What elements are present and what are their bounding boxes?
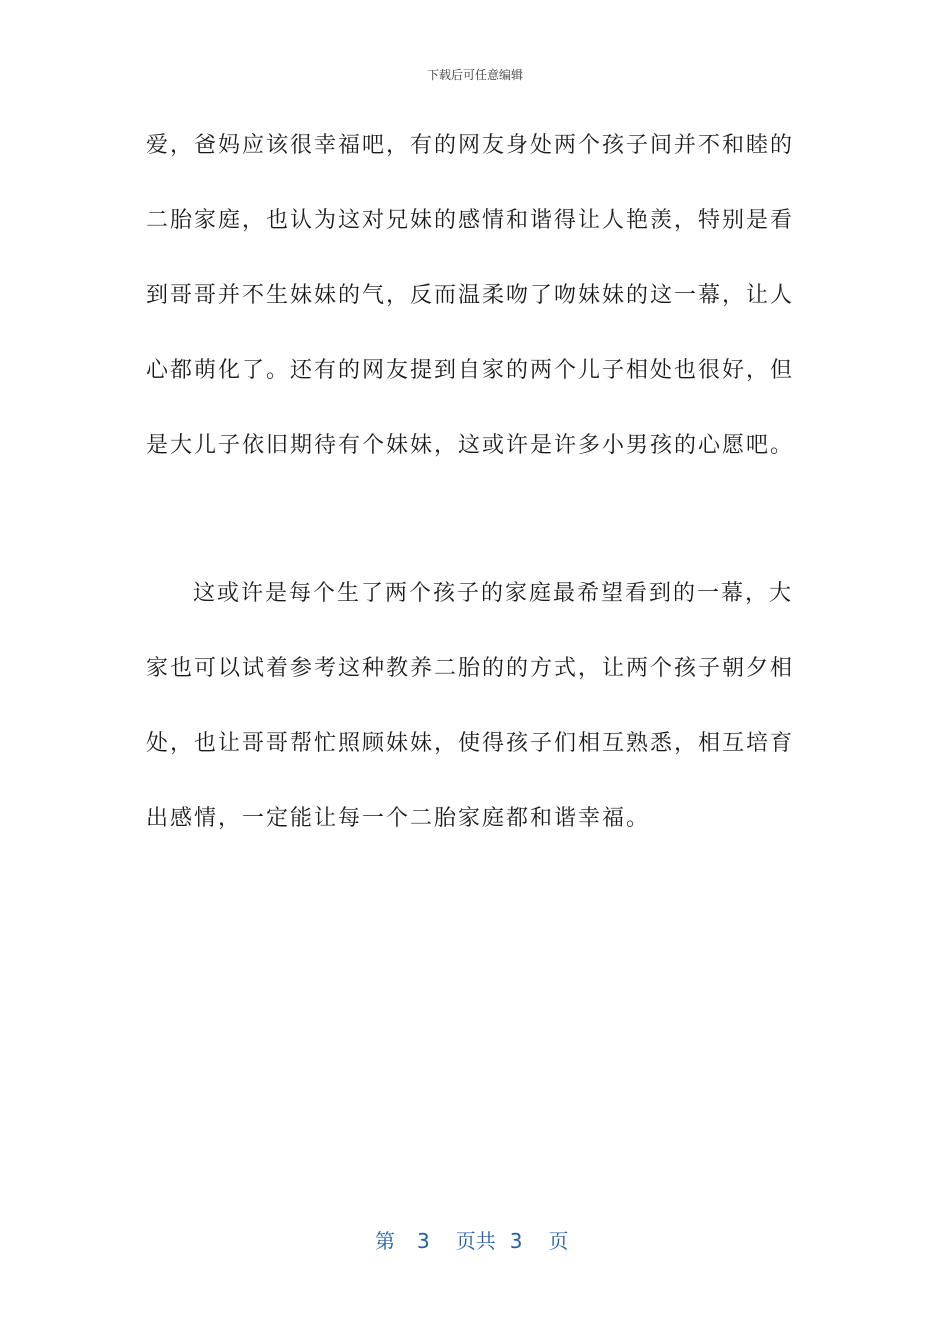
page-header: 下载后可任意编辑 (426, 68, 523, 82)
current-page-number: 3 (417, 1229, 430, 1253)
paragraph-line: 到哥哥并不生妹妹的气，反而温柔吻了吻妹妹的这一幕，让人 (146, 283, 795, 308)
paragraph-line: 处，也让哥哥帮忙照顾妹妹，使得孩子们相互熟悉，相互培育 (146, 731, 795, 756)
total-pages-number: 3 (509, 1229, 523, 1253)
paragraph-line: 心都萌化了。还有的网友提到自家的两个儿子相处也很好，但 (146, 358, 795, 383)
footer-ye: 页 (548, 1229, 569, 1253)
footer-di: 第 (375, 1229, 395, 1253)
page-footer (375, 1225, 568, 1254)
paragraph-line: 是大儿子依旧期待有个妹妹，这或许是许多小男孩的心愿吧。 (146, 433, 795, 458)
paragraph-line: 这或许是每个生了两个孩子的家庭最希望看到的一幕，大 (193, 581, 794, 606)
footer-ye-gong: 页共 (455, 1229, 496, 1253)
paragraph-line: 二胎家庭，也认为这对兄妹的感情和谐得让人艳羡，特别是看 (146, 208, 795, 233)
paragraph-line: 出感情，一定能让每一个二胎家庭都和谐幸福。 (146, 806, 651, 831)
paragraph-line: 爱，爸妈应该很幸福吧，有的网友身处两个孩子间并不和睦的 (146, 133, 795, 158)
paragraph-line: 家也可以试着参考这种教养二胎的的方式，让两个孩子朝夕相 (146, 656, 795, 681)
